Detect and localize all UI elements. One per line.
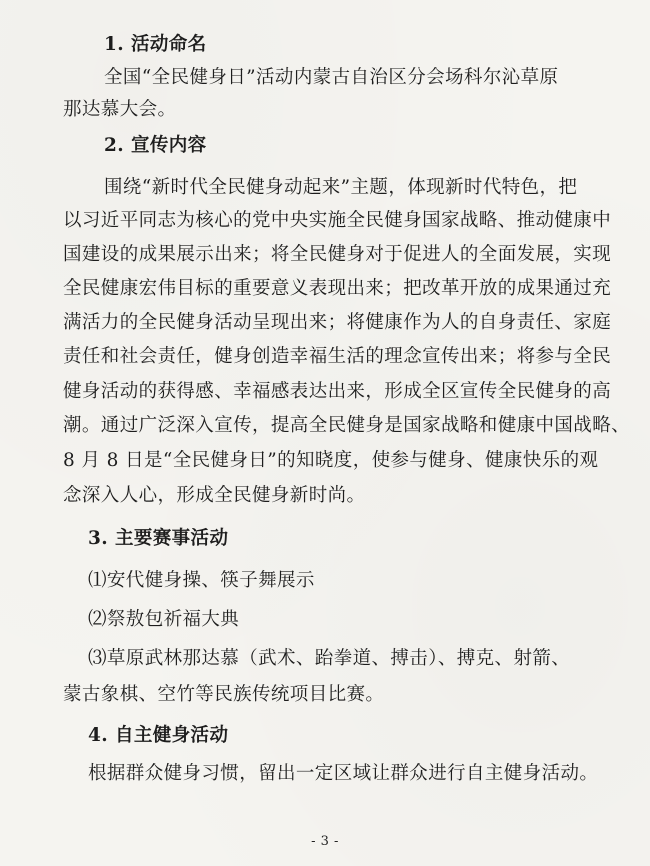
paragraph-line: 责任和社会责任，健身创造幸福生活的理念宣传出来；将参与全民 <box>63 346 612 367</box>
list-item: ⑵祭敖包祈福大典 <box>88 609 240 630</box>
paragraph-line: 国建设的成果展示出来；将全民健身对于促进人的全面发展，实现 <box>63 244 612 265</box>
page-number: - 3 - <box>311 834 339 849</box>
section-heading-publicity: 2. 宣传内容 <box>104 135 207 156</box>
paragraph-line: 潮。通过广泛深入宣传，提高全民健身是国家战略和健康中国战略、 <box>63 415 631 436</box>
paragraph-line: 那达慕大会。 <box>63 99 177 120</box>
list-item: ⑴安代健身操、筷子舞展示 <box>88 570 315 591</box>
paragraph-line: 全国“全民健身日”活动内蒙古自治区分会场科尔沁草原 <box>104 67 559 88</box>
paragraph-line: 念深入人心，形成全民健身新时尚。 <box>63 485 366 506</box>
paragraph-line: 全民健康宏伟目标的重要意义表现出来；把改革开放的成果通过充 <box>63 278 612 299</box>
paragraph-line: 根据群众健身习惯，留出一定区域让群众进行自主健身活动。 <box>88 763 599 784</box>
paragraph-line: 满活力的全民健身活动呈现出来；将健康作为人的自身责任、家庭 <box>63 312 612 333</box>
paragraph-line: 以习近平同志为核心的党中央实施全民健身国家战略、推动健康中 <box>63 210 612 231</box>
section-heading-self-fitness: 4. 自主健身活动 <box>88 725 229 746</box>
section-heading-naming: 1. 活动命名 <box>104 34 207 55</box>
paragraph-line: 8 月 8 日是“全民健身日”的知晓度，使参与健身、健康快乐的观 <box>63 450 599 471</box>
list-item-continuation: 蒙古象棋、空竹等民族传统项目比赛。 <box>63 684 385 705</box>
paragraph-line: 健身活动的获得感、幸福感表达出来，形成全区宣传全民健身的高 <box>63 381 612 402</box>
list-item: ⑶草原武林那达慕（武术、跆拳道、搏击）、搏克、射箭、 <box>88 648 571 669</box>
section-heading-events: 3. 主要赛事活动 <box>88 528 229 549</box>
paragraph-line: 围绕“新时代全民健身动起来”主题，体现新时代特色，把 <box>104 177 578 198</box>
